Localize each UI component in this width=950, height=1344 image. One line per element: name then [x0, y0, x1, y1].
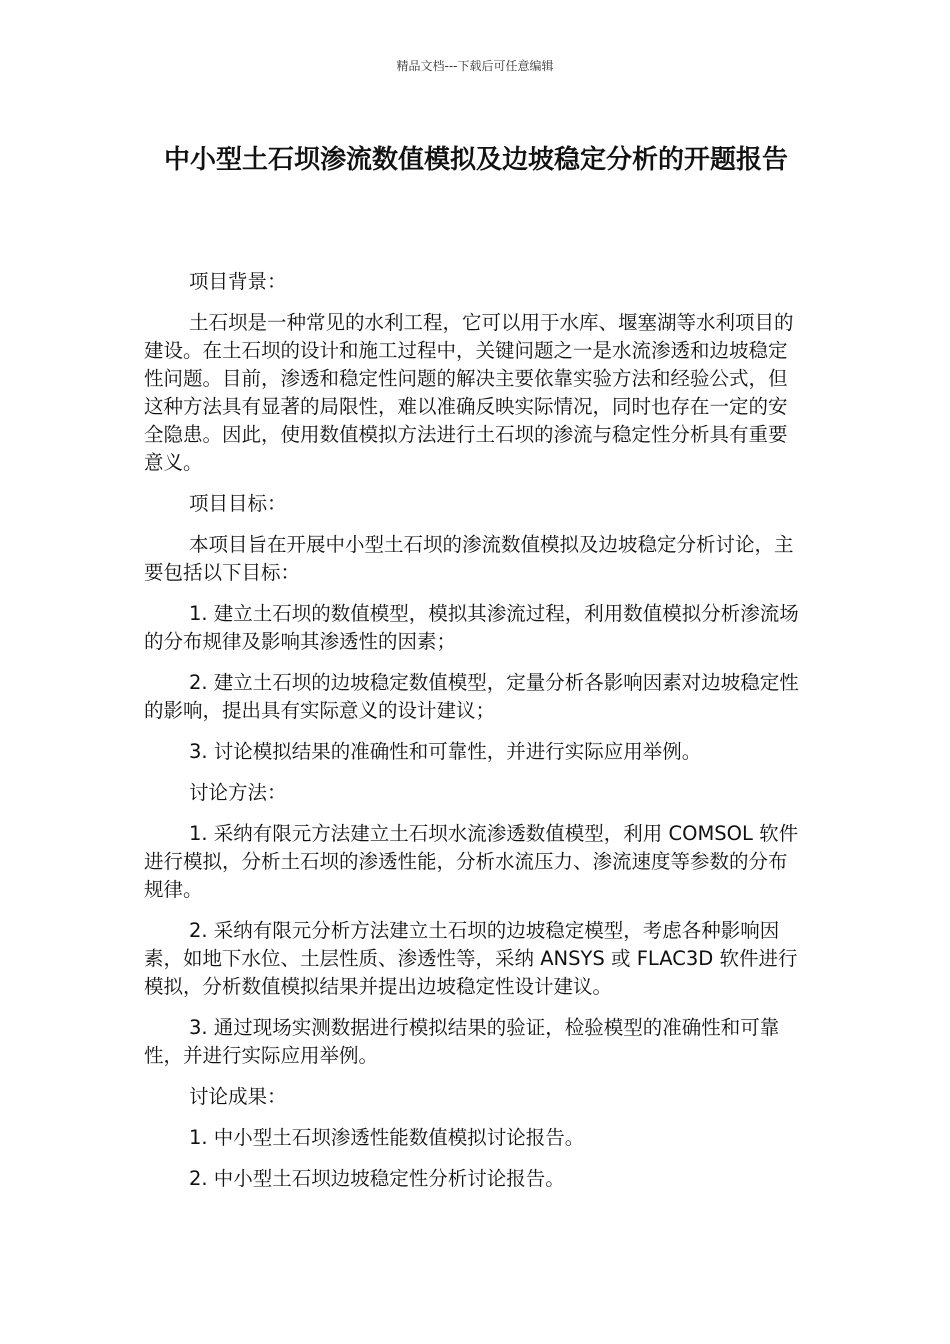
result-item-1: 1. 中小型土石坝渗透性能数值模拟讨论报告。: [189, 1126, 585, 1149]
objective-item-3: 3. 讨论模拟结果的准确性和可靠性，并进行实际应用举例。: [189, 740, 702, 763]
document-title: 中小型土石坝渗流数值模拟及边坡稳定分析的开题报告: [163, 145, 788, 175]
section-heading-background: 项目背景：: [189, 270, 287, 293]
paragraph-background: 土石坝是一种常见的水利工程，它可以用于水库、堰塞湖等水利项目的建设。在土石坝的设计和施工过程中，关键问题之一是水流渗透和边坡稳定性问题。目前，渗透和稳定性问题的解决主要依靠实验方法和经验公式，但这种方法具有显著的局限性，难以准确反映实际情况，同时也存在一定的安全隐患。因此，使用数值模拟方法进行土石坝的渗流与稳定性分析具有重要意义。: [144, 311, 794, 474]
result-item-2: 2. 中小型土石坝边坡稳定性分析讨论报告。: [189, 1167, 565, 1190]
paragraph-objectives-intro: 本项目旨在开展中小型土石坝的渗流数值模拟及边坡稳定分析讨论，主要包括以下目标：: [144, 533, 794, 584]
objective-item-2: 2. 建立土石坝的边坡稳定数值模型，定量分析各影响因素对边坡稳定性的影响，提出具有实际意义的设计建议；: [144, 671, 799, 722]
method-item-1: 1. 采纳有限元方法建立土石坝水流渗透数值模型，利用 COMSOL 软件进行模拟，分析土石坝的渗透性能，分析水流压力、渗流速度等参数的分布规律。: [144, 822, 799, 901]
document-body: [144, 268, 800, 1206]
section-heading-methods: 讨论方法：: [189, 781, 287, 804]
method-item-2: 2. 采纳有限元分析方法建立土石坝的边坡稳定模型，考虑各种影响因素，如地下水位、土层性质、渗透性等，采纳 ANSYS 或 FLAC3D 软件进行模拟，分析数值模拟结果并提出边坡稳定性设计建议。: [144, 919, 798, 998]
section-heading-objectives: 项目目标：: [189, 492, 287, 515]
page-header-note: 精品文档---下载后可任意编辑: [396, 59, 554, 73]
method-item-3: 3. 通过现场实测数据进行模拟结果的验证，检验模型的准确性和可靠性，并进行实际应用举例。: [144, 1016, 780, 1067]
section-heading-results: 讨论成果：: [189, 1085, 287, 1108]
objective-item-1: 1. 建立土石坝的数值模型，模拟其渗流过程，利用数值模拟分析渗流场的分布规律及影响其渗透性的因素；: [144, 602, 799, 653]
